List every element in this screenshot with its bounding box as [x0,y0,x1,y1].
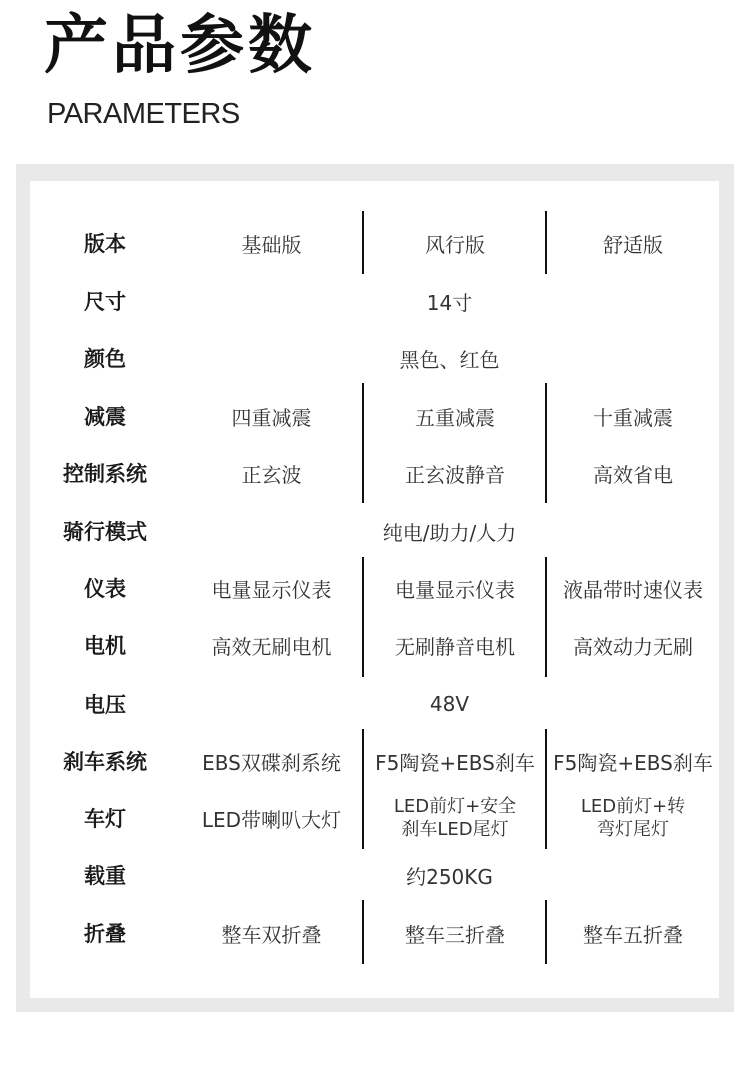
column-divider [545,383,547,503]
table-row [30,789,719,847]
table-cell: 整车五折叠 [583,922,683,947]
table-cell: EBS双碟刹系统 [202,750,341,775]
table-cell: F5陶瓷+EBS刹车 [375,750,535,775]
table-row [30,387,719,445]
table-cell: 整车双折叠 [221,922,322,947]
table-cell: 正玄波 [241,462,302,487]
table-cell: 无刷静音电机 [395,634,515,659]
table-row [30,846,719,904]
table-cell: 整车三折叠 [405,922,505,947]
column-divider [362,383,364,503]
table-cell: LED带喇叭大灯 [201,807,342,832]
parameter-table [30,181,719,998]
table-cell: 风行版 [425,232,485,257]
row-label: 载重 [84,864,126,888]
row-label: 电压 [84,693,126,717]
page-subtitle: PARAMETERS [47,98,240,130]
column-divider [545,211,547,274]
table-row [30,559,719,617]
column-divider [545,900,547,964]
table-row [30,616,719,674]
page-title: 产品参数 [44,9,316,83]
table-cell-merged: 纯电/助力/人力 [382,520,517,545]
table-cell-merged: 48V [429,692,470,716]
column-divider [362,900,364,964]
table-cell: LED前灯+转 弯灯尾灯 [580,796,686,840]
table-cell: LED前灯+安全 刹车LED尾灯 [393,796,517,840]
table-cell: 电量显示仪表 [211,577,332,602]
table-row [30,214,719,272]
table-cell: 五重减震 [415,405,495,430]
row-label: 骑行模式 [63,520,147,544]
row-label: 电机 [84,634,126,658]
table-cell: 电量显示仪表 [395,577,515,602]
table-cell: 舒适版 [603,232,663,257]
row-label: 减震 [84,405,126,429]
table-cell: F5陶瓷+EBS刹车 [553,750,713,775]
table-row [30,675,719,733]
row-label: 仪表 [84,577,126,601]
table-row [30,329,719,387]
table-cell-merged: 14寸 [426,290,473,315]
table-cell: 四重减震 [231,405,312,430]
table-cell: 正玄波静音 [405,462,505,487]
table-row [30,272,719,330]
table-cell: 高效无刷电机 [211,634,332,659]
table-cell-merged: 黑色、红色 [399,347,500,372]
row-label: 车灯 [84,807,126,831]
table-row [30,502,719,560]
table-cell: 液晶带时速仪表 [563,577,703,602]
table-row [30,444,719,502]
row-label: 折叠 [84,922,126,946]
table-row [30,904,719,962]
column-divider [545,729,547,849]
table-row [30,732,719,790]
row-label: 版本 [84,232,126,256]
table-cell: 高效动力无刷 [573,634,693,659]
row-label: 控制系统 [63,462,147,486]
table-cell: 高效省电 [593,462,673,487]
table-cell: 十重减震 [593,405,673,430]
row-label: 颜色 [84,347,126,371]
table-cell: 基础版 [241,232,302,257]
row-label: 尺寸 [84,290,126,314]
column-divider [362,729,364,849]
column-divider [545,557,547,677]
column-divider [362,557,364,677]
column-divider [362,211,364,274]
row-label: 刹车系统 [63,750,147,774]
table-cell-merged: 约250KG [406,864,493,889]
